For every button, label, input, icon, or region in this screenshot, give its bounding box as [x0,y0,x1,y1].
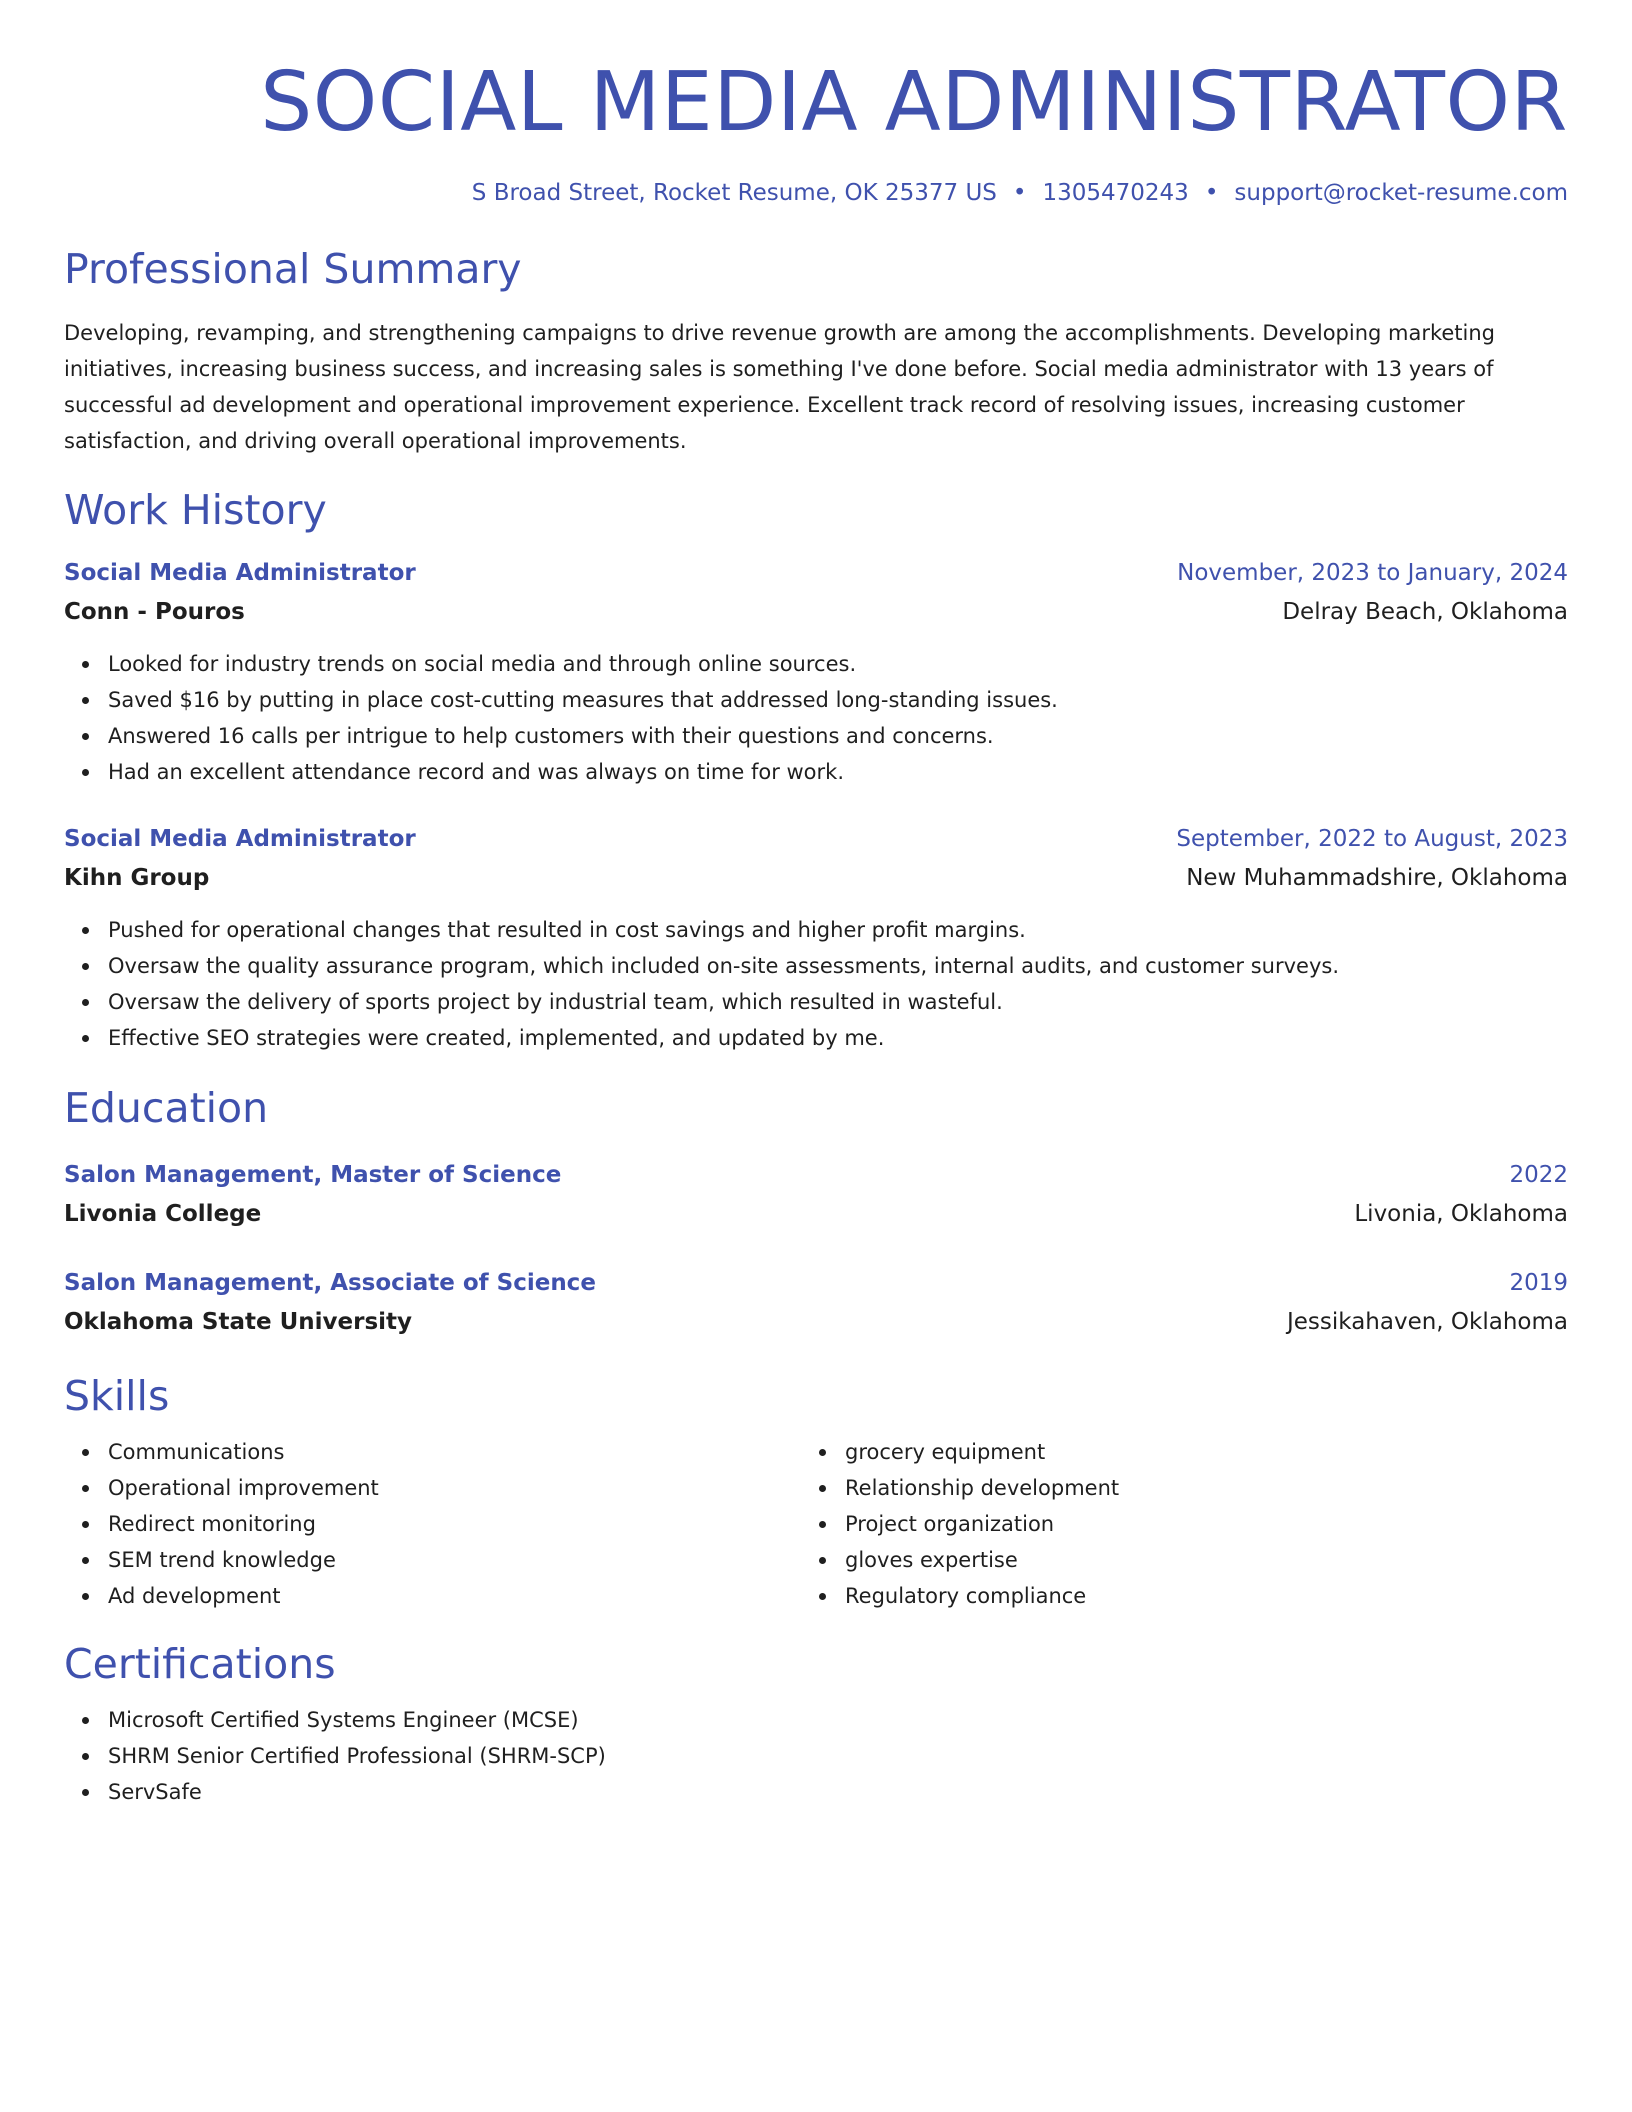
contact-separator: • [1012,180,1027,206]
section-title-work-history: Work History [64,486,327,534]
job-bullet-list [64,912,1568,1056]
job-location: Delray Beach, Oklahoma [1282,599,1568,625]
job-bullet-list [64,646,1568,790]
job-bullet: Looked for industry trends on social media and through online sources. [108,646,1568,682]
work-entry [64,554,1568,790]
job-company: Conn - Pouros [64,599,245,625]
degree-title: Salon Management, Associate of Science [64,1270,596,1296]
school-location: Jessikahaven, Oklahoma [1287,1309,1568,1335]
skill-item: grocery equipment [845,1434,1538,1470]
skill-item: SEM trend knowledge [108,1542,801,1578]
contact-phone: 1305470243 [1042,180,1189,206]
skills-grid [64,1434,1568,1614]
candidate-name: SOCIAL MEDIA ADMINISTRATOR [260,55,1568,150]
job-bullet: Effective SEO strategies were created, implemented, and updated by me. [108,1020,1568,1056]
job-title: Social Media Administrator [64,560,416,586]
school-name: Oklahoma State University [64,1309,413,1335]
section-title-certifications: Certifications [64,1640,336,1688]
skill-item: Ad development [108,1578,801,1614]
skill-item: Regulatory compliance [845,1578,1538,1614]
education-entry-header [64,1264,1568,1302]
skill-item: Redirect monitoring [108,1506,801,1542]
section-title-summary: Professional Summary [64,245,522,293]
skill-item: gloves expertise [845,1542,1538,1578]
skill-item: Project organization [845,1506,1538,1542]
section-title-education: Education [64,1084,269,1132]
skill-item: Communications [108,1434,801,1470]
contact-email: support@rocket-resume.com [1234,180,1568,206]
work-entry-header [64,820,1568,858]
contact-address: S Broad Street, Rocket Resume, OK 25377 US [471,180,997,206]
skills-column-left [64,1434,801,1614]
degree-title: Salon Management, Master of Science [64,1162,562,1188]
school-location: Livonia, Oklahoma [1354,1201,1568,1227]
skills-list [801,1434,1538,1614]
job-bullet: Oversaw the quality assurance program, which included on-site assessments, internal audits, and customer surveys. [108,948,1568,984]
skills-list [64,1434,801,1614]
certification-item: ServSafe [108,1774,1568,1810]
skills-column-right [801,1434,1538,1614]
job-bullet: Answered 16 calls per intrigue to help customers with their questions and concerns. [108,718,1568,754]
work-entry-subheader [64,592,1568,632]
job-bullet: Saved $16 by putting in place cost-cutting measures that addressed long-standing issues. [108,682,1568,718]
work-entry [64,820,1568,1056]
education-entry-header [64,1156,1568,1194]
job-dates: November, 2023 to January, 2024 [1177,560,1568,586]
skill-item: Operational improvement [108,1470,801,1506]
section-title-skills: Skills [64,1372,170,1420]
job-bullet: Had an excellent attendance record and was always on time for work. [108,754,1568,790]
education-entry [64,1264,1568,1342]
graduation-year: 2019 [1509,1270,1568,1296]
education-entry-subheader [64,1302,1568,1342]
job-dates: September, 2022 to August, 2023 [1176,826,1568,852]
resume-header [64,50,1568,210]
contact-separator: • [1204,180,1219,206]
skill-item: Relationship development [845,1470,1538,1506]
summary-text: Developing, revamping, and strengthening campaigns to drive revenue growth are among the accomplishments. Developing marketing initiatives, increasing business success, and increasing sales is something I've done before. Social media administrator with 13 years of successful ad development and operational improvement experience. Excellent track record of resolving issues, increasing customer satisfaction, and driving overall operational improvements. [64,321,1496,453]
education-entry-subheader [64,1194,1568,1234]
school-name: Livonia College [64,1201,262,1227]
job-company: Kihn Group [64,865,210,891]
contact-line [64,176,1568,210]
work-entry-subheader [64,858,1568,898]
certifications-list [64,1702,1568,1810]
certification-item: Microsoft Certified Systems Engineer (MCSE) [108,1702,1568,1738]
job-bullet: Pushed for operational changes that resulted in cost savings and higher profit margins. [108,912,1568,948]
graduation-year: 2022 [1509,1162,1568,1188]
certification-item: SHRM Senior Certified Professional (SHRM-SCP) [108,1738,1568,1774]
job-bullet: Oversaw the delivery of sports project by industrial team, which resulted in wasteful. [108,984,1568,1020]
job-location: New Muhammadshire, Oklahoma [1186,865,1568,891]
education-entry [64,1156,1568,1234]
work-entry-header [64,554,1568,592]
job-title: Social Media Administrator [64,826,416,852]
